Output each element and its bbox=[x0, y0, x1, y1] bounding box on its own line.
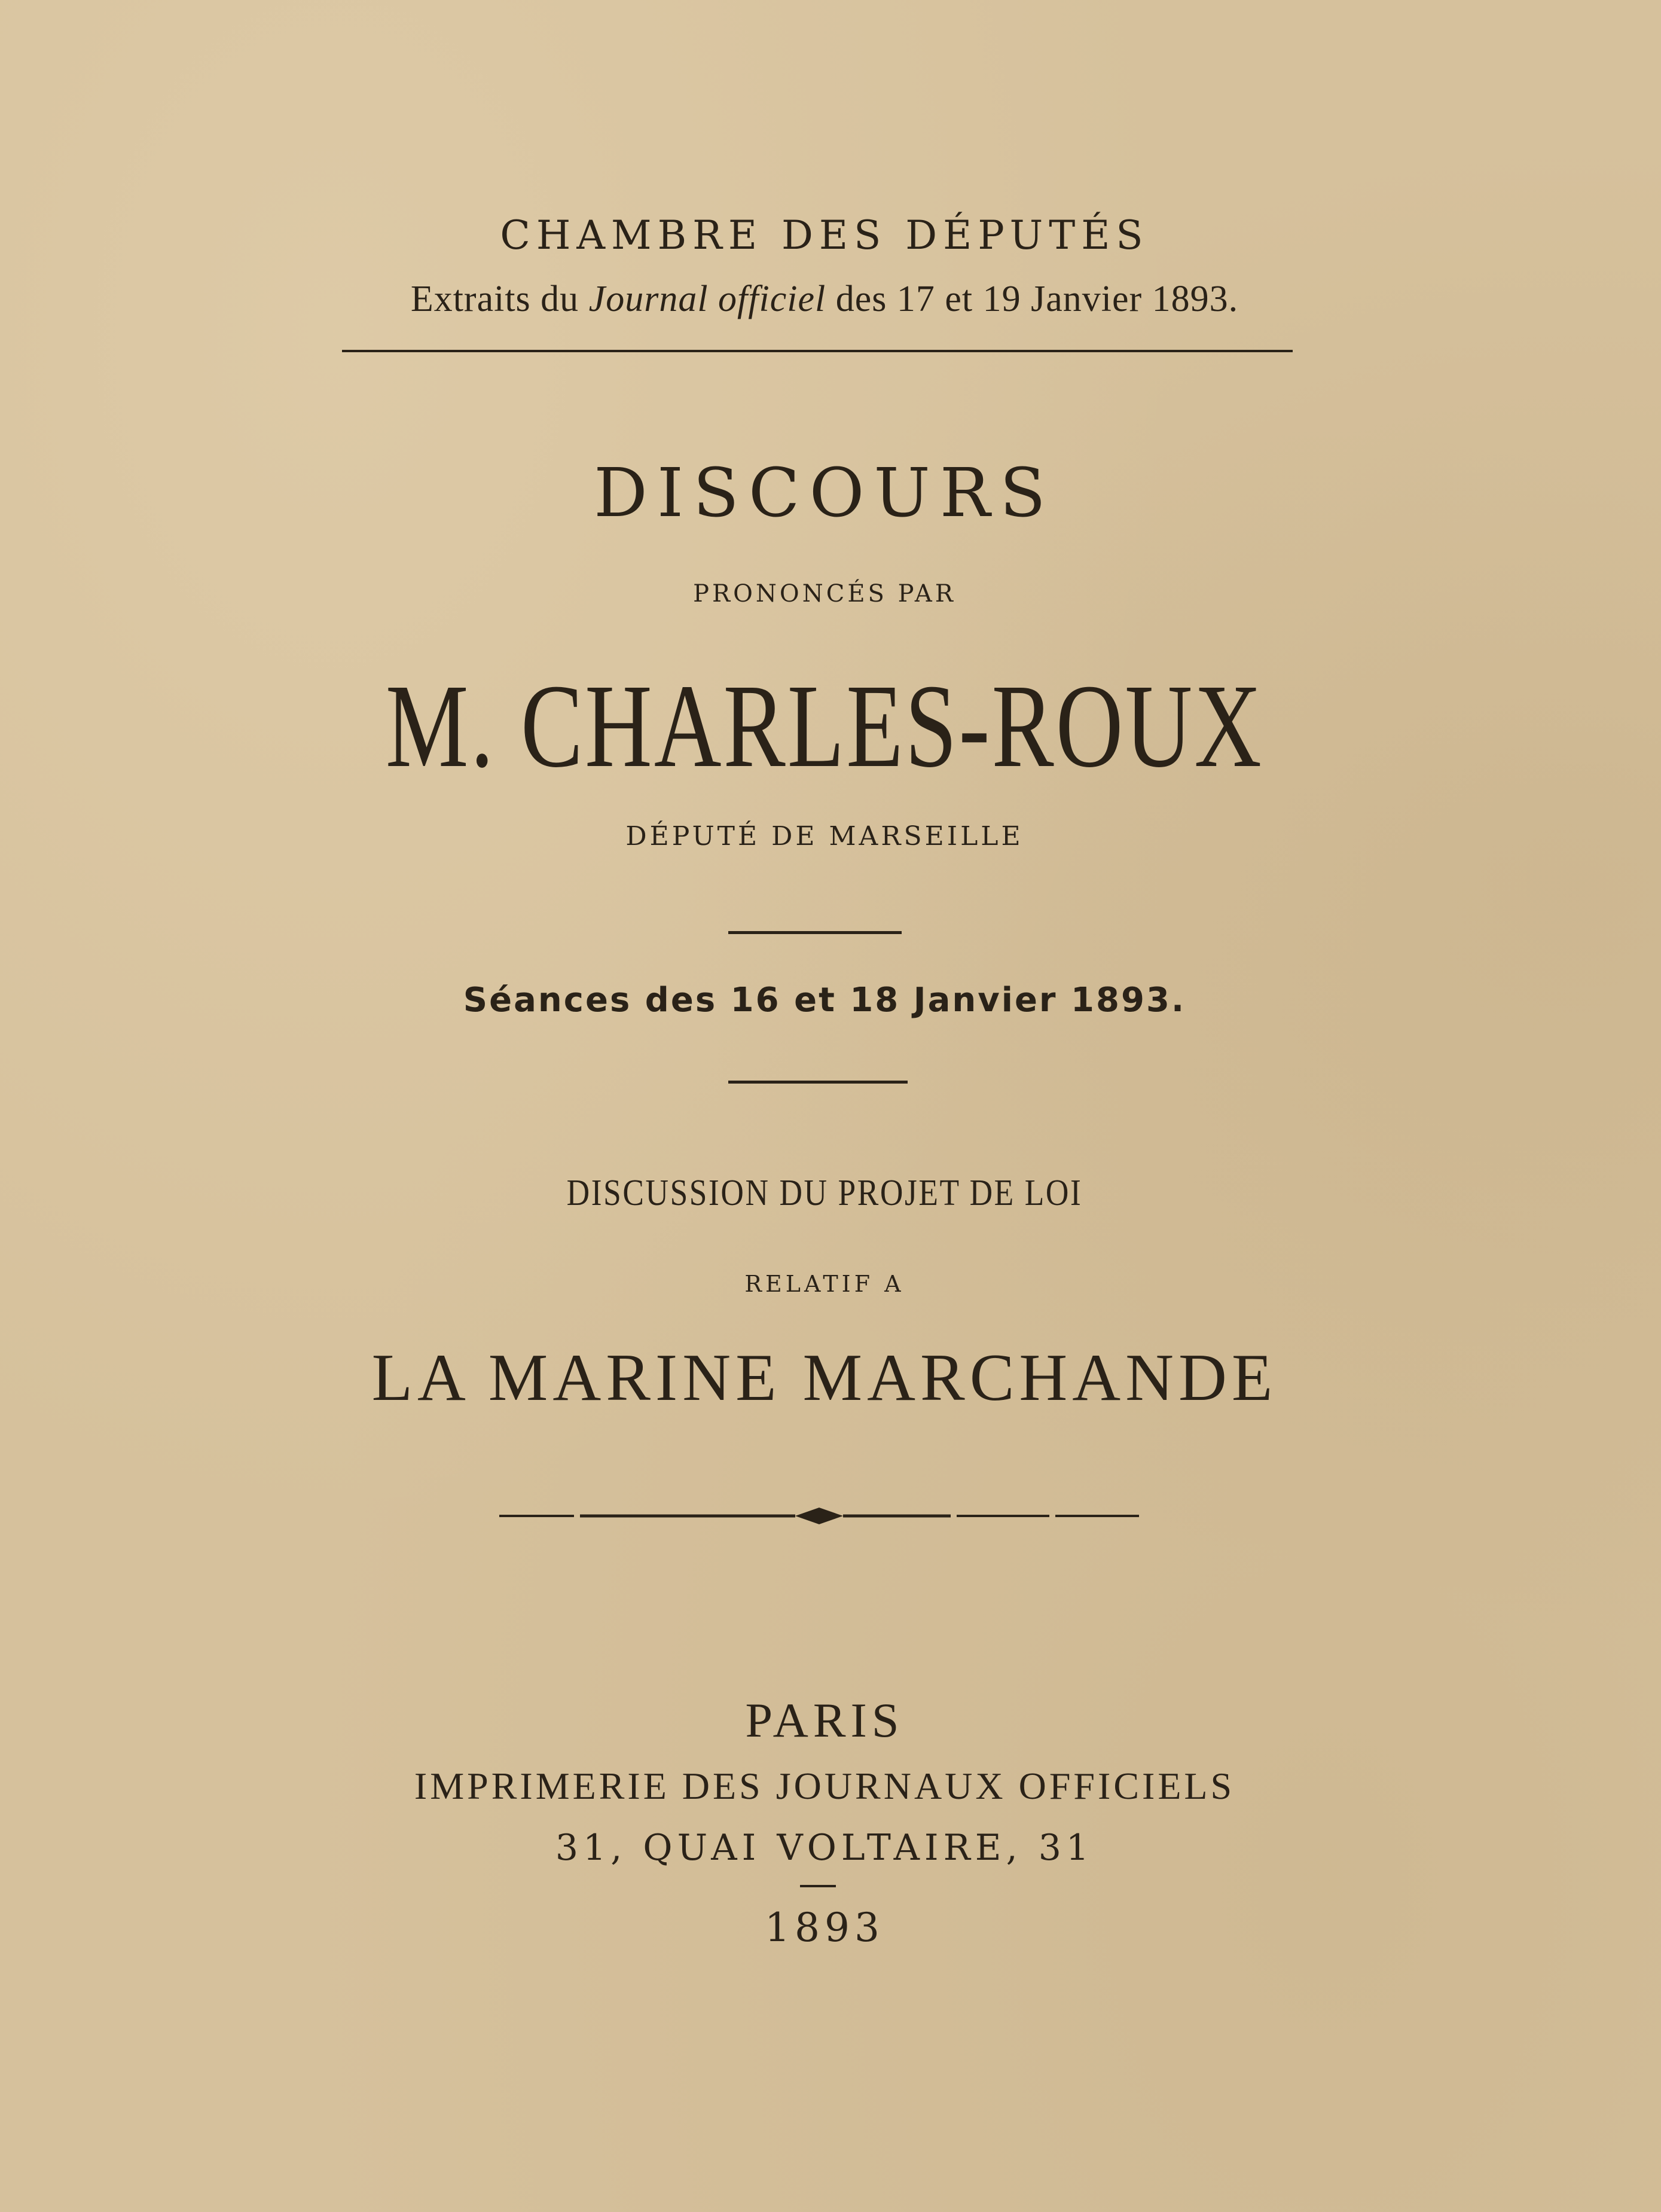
chamber-heading: CHAMBRE DES DÉPUTÉS bbox=[500, 212, 1149, 258]
journal-title: Journal officiel bbox=[588, 279, 826, 319]
imprint-address: 31, QUAI VOLTAIRE, 31 bbox=[555, 1827, 1094, 1869]
imprint-city: PARIS bbox=[745, 1693, 904, 1747]
header-divider bbox=[342, 350, 1293, 352]
sessions-line: Séances des 16 et 18 Janvier 1893. bbox=[463, 981, 1186, 1020]
relating-line: RELATIF A bbox=[744, 1271, 905, 1297]
delivered-by-label: PRONONCÉS PAR bbox=[693, 580, 956, 608]
imprint-divider bbox=[800, 1885, 836, 1887]
divider-short-1 bbox=[728, 931, 902, 934]
ornamental-divider bbox=[496, 1498, 1142, 1534]
speaker-name: M. CHARLES-ROUX bbox=[385, 660, 1264, 792]
imprint-printer: IMPRIMERIE DES JOURNAUX OFFICIELS bbox=[414, 1765, 1235, 1807]
topic-title: LA MARINE MARCHANDE bbox=[371, 1341, 1278, 1415]
imprint-year: 1893 bbox=[765, 1905, 884, 1951]
speaker-role: DÉPUTÉ DE MARSEILLE bbox=[625, 821, 1024, 852]
page-title: DISCOURS bbox=[594, 454, 1055, 532]
discussion-line: DISCUSSION DU PROJET DE LOI bbox=[566, 1173, 1083, 1213]
extract-suffix: des 17 et 19 Janvier 1893. bbox=[835, 279, 1239, 319]
extract-note bbox=[0, 278, 1655, 321]
extract-prefix: Extraits du bbox=[410, 279, 579, 319]
divider-short-2 bbox=[728, 1081, 908, 1084]
